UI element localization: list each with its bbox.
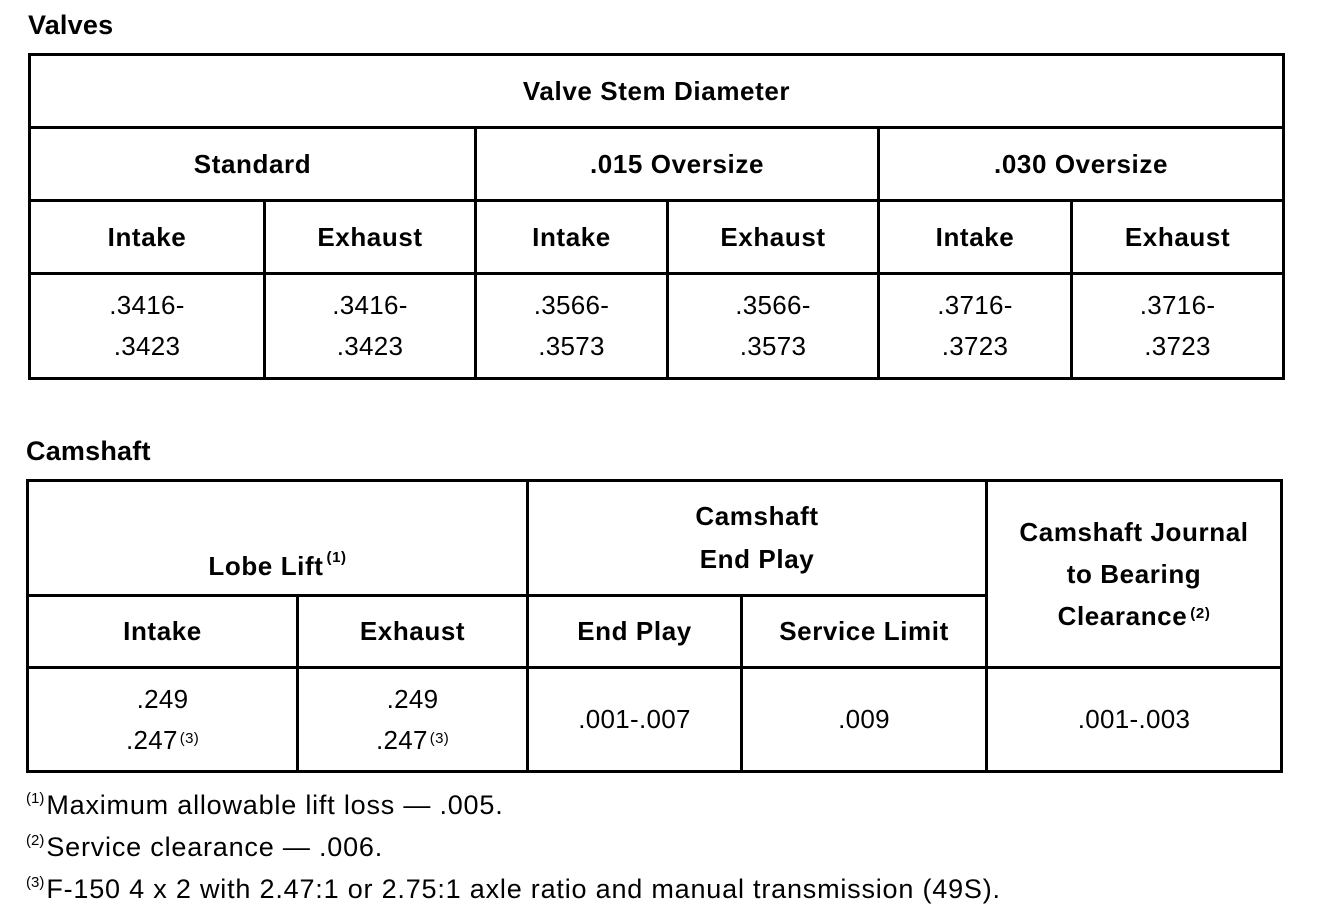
value-line-1: .3716- (1139, 290, 1216, 320)
lobe-intake-header: Intake (28, 596, 298, 668)
footnote-2-ref: (2) (26, 832, 45, 849)
standard-intake-value (30, 274, 265, 379)
camshaft-end-play-header (528, 481, 987, 596)
journal-header-line-3-text: Clearance (1057, 601, 1188, 631)
value-line-1: .249 (386, 683, 439, 714)
oversize-015-intake-value (476, 274, 668, 379)
valve-stem-diameter-table (28, 53, 1285, 380)
value-line-1: .3716- (937, 290, 1013, 320)
value-line-1: .3566- (735, 290, 811, 320)
oversize-030-exhaust-header: Exhaust (1072, 201, 1284, 274)
lobe-lift-header (28, 481, 528, 596)
camshaft-table (26, 479, 1283, 773)
oversize-015-group-header: .015 Oversize (476, 128, 879, 201)
standard-group-header: Standard (30, 128, 476, 201)
value-line-2: .3423 (113, 331, 181, 361)
lobe-lift-label: Lobe Lift (208, 551, 324, 581)
footnote-3-text: F-150 4 x 2 with 2.47:1 or 2.75:1 axle ratio and manual transmission (49S). (46, 874, 1001, 904)
value-line-1: .3416- (332, 290, 408, 320)
valve-stem-diameter-header: Valve Stem Diameter (30, 55, 1284, 128)
lobe-exhaust-value (298, 668, 528, 772)
value-line-2: .3573 (538, 331, 605, 361)
journal-footnote-ref: (2) (1190, 605, 1211, 622)
footnote-1-text: Maximum allowable lift loss — .005. (46, 790, 504, 820)
value-line-1: .3566- (533, 290, 610, 320)
footnote-2 (26, 826, 1001, 868)
value-line-2: .3723 (1144, 331, 1211, 361)
footnote-1-ref: (1) (26, 790, 45, 807)
footnotes (26, 784, 1001, 910)
journal-header-line-3 (992, 595, 1276, 637)
footnote-2-text: Service clearance — .006. (46, 832, 384, 862)
service-limit-value: .009 (742, 668, 987, 772)
value-line-2: .3723 (941, 331, 1009, 361)
oversize-030-intake-value (879, 274, 1072, 379)
camshaft-section-title: Camshaft (26, 436, 151, 466)
journal-clearance-value: .001-.003 (987, 668, 1282, 772)
standard-exhaust-header: Exhaust (265, 201, 476, 274)
lobe-lift-footnote-ref: (1) (326, 549, 347, 566)
journal-header-line-2: to Bearing (1066, 559, 1202, 589)
standard-exhaust-value (265, 274, 476, 379)
footnote-3 (26, 868, 1001, 910)
value-line-2 (303, 720, 522, 761)
oversize-030-group-header: .030 Oversize (879, 128, 1284, 201)
standard-intake-header: Intake (30, 201, 265, 274)
footnote-1 (26, 784, 1001, 826)
value-footnote-ref: (3) (179, 729, 200, 747)
value-line-2 (33, 720, 292, 761)
value-line-1: .249 (136, 683, 189, 714)
oversize-015-intake-header: Intake (476, 201, 668, 274)
end-play-value: .001-.007 (528, 668, 742, 772)
value-line-2: .3573 (739, 331, 807, 361)
lobe-intake-value (28, 668, 298, 772)
end-play-header-line-2: End Play (699, 544, 815, 574)
journal-clearance-header (987, 481, 1282, 668)
oversize-015-exhaust-value (668, 274, 879, 379)
value-line-2-text: .247 (125, 724, 178, 755)
oversize-015-exhaust-header: Exhaust (668, 201, 879, 274)
value-footnote-ref: (3) (429, 729, 450, 747)
valves-section-title: Valves (28, 10, 114, 40)
value-line-2: .3423 (336, 331, 404, 361)
end-play-subheader: End Play (528, 596, 742, 668)
footnote-3-ref: (3) (26, 874, 45, 891)
oversize-030-intake-header: Intake (879, 201, 1072, 274)
oversize-030-exhaust-value (1072, 274, 1284, 379)
value-line-2-text: .247 (375, 724, 428, 755)
value-line-1: .3416- (109, 290, 185, 320)
lobe-exhaust-header: Exhaust (298, 596, 528, 668)
end-play-header-line-1: Camshaft (695, 501, 819, 531)
journal-header-line-1: Camshaft Journal (1019, 517, 1249, 547)
service-limit-subheader: Service Limit (742, 596, 987, 668)
